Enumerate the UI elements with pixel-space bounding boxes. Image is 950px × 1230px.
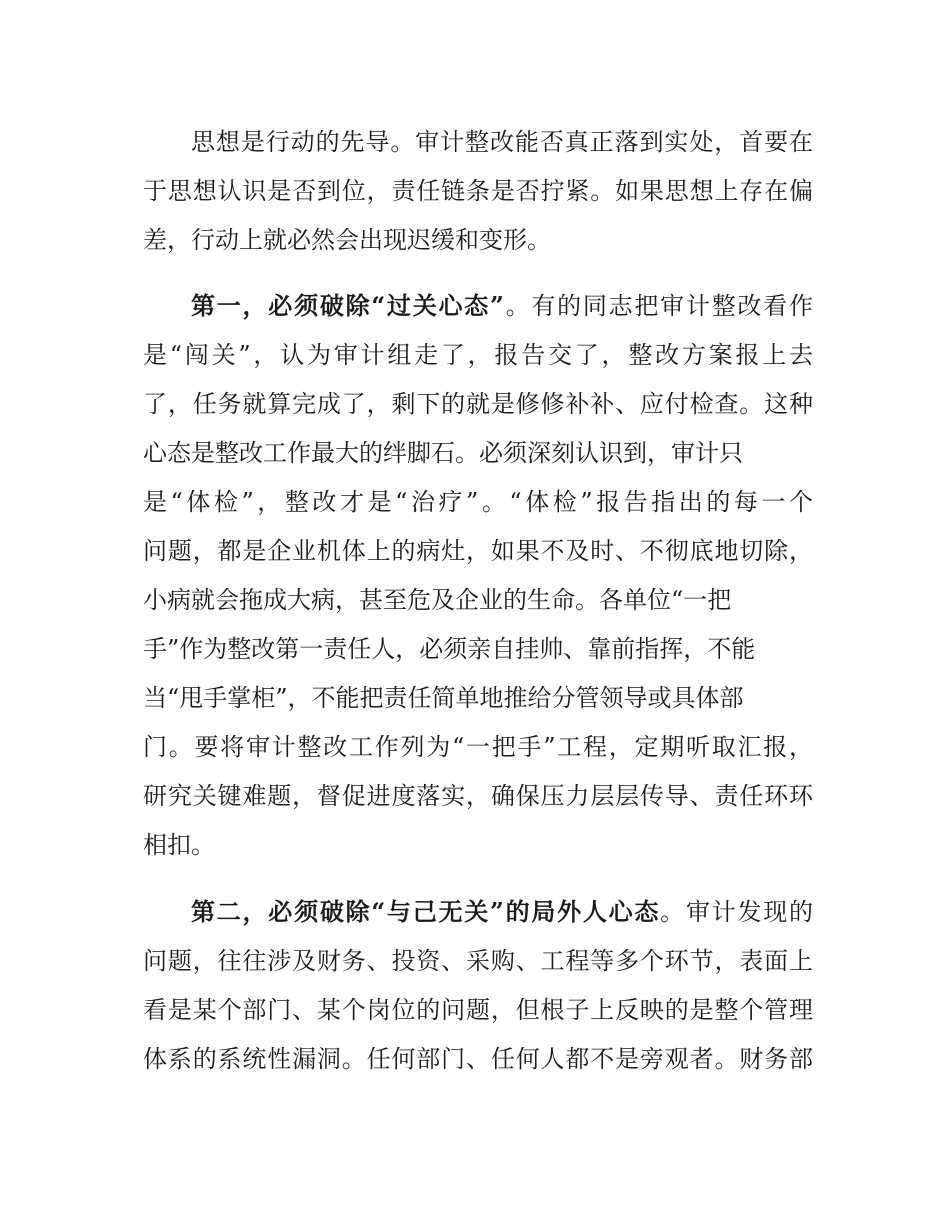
paragraph-3-line-2: 问题，往往涉及财务、投资、采购、工程等多个环节，表面上 xyxy=(143,947,813,975)
paragraph-3-heading: 第二，必须破除“与己无关”的局外人心态 xyxy=(191,897,661,926)
paragraph-2-line-4: 心态是整改工作最大的绊脚石。必须深刻认识到，审计只 xyxy=(143,439,743,467)
paragraph-1-line-2: 于思想认识是否到位，责任链条是否拧紧。如果思想上存在偏 xyxy=(143,177,813,205)
paragraph-2-heading: 第一，必须破除“过关心态” xyxy=(191,291,504,320)
paragraph-2-line-7: 小病就会拖成大病，甚至危及企业的生命。各单位“一把 xyxy=(143,586,732,614)
paragraph-3-line-4: 体系的系统性漏洞。任何部门、任何人都不是旁观者。财务部 xyxy=(143,1045,813,1073)
paragraph-2-line-8: 手”作为整改第一责任人，必须亲自挂帅、靠前指挥，不能 xyxy=(143,635,756,663)
paragraph-2-line-1-rest: 。有的同志把审计整改看作 xyxy=(503,292,814,320)
paragraph-2-line-11: 研究关键难题，督促进度落实，确保压力层层传导、责任环环 xyxy=(143,782,813,810)
paragraph-2-line-3: 了，任务就算完成了，剩下的就是修修补补、应付检查。这种 xyxy=(143,390,813,418)
paragraph-1-line-3: 差，行动上就必然会出现迟缓和变形。 xyxy=(143,226,551,254)
paragraph-2-line-1 xyxy=(191,291,813,321)
paragraph-3-line-1 xyxy=(191,897,813,927)
paragraph-2-line-2: 是“闯关”，认为审计组走了，报告交了，整改方案报上去 xyxy=(143,341,813,369)
paragraph-2-line-10: 门。要将审计整改工作列为“一把手”工程，定期听取汇报， xyxy=(143,733,813,761)
paragraph-3-line-3: 看是某个部门、某个岗位的问题，但根子上反映的是整个管理 xyxy=(143,996,813,1024)
paragraph-2-line-6: 问题，都是企业机体上的病灶，如果不及时、不彻底地切除， xyxy=(143,537,813,565)
paragraph-1-line-1: 思想是行动的先导。审计整改能否真正落到实处，首要在 xyxy=(191,128,813,156)
paragraph-2-line-5: 是“体检”，整改才是“治疗”。“体检”报告指出的每一个 xyxy=(143,488,813,516)
paragraph-2-line-12: 相扣。 xyxy=(143,831,215,859)
paragraph-2-line-9: 当“甩手掌柜”，不能把责任简单地推给分管领导或具体部 xyxy=(143,684,744,712)
paragraph-3-line-1-rest: 。审计发现的 xyxy=(660,898,814,926)
